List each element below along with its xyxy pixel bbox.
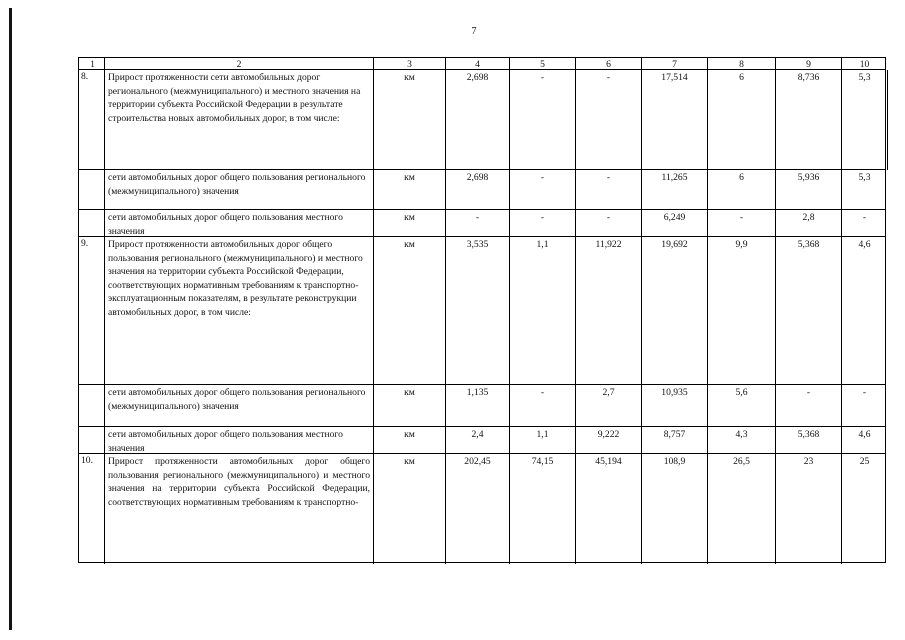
value-cell: 6 [707, 70, 775, 170]
table-row [79, 453, 885, 564]
value-cell [887, 70, 888, 170]
value-cell: 11,922 [575, 237, 641, 385]
value-cell: 4,3 [707, 427, 775, 454]
row-description: сети автомобильных дорог общего пользования регионального (межмуниципального) значения [104, 170, 373, 210]
unit-cell: км [373, 454, 445, 564]
value-cell: - [509, 210, 575, 237]
value-cell: 74,15 [509, 454, 575, 564]
value-cell: 8,757 [641, 427, 707, 454]
table-row [79, 236, 885, 385]
value-cell: 17,514 [641, 70, 707, 170]
value-cell: 4,6 [841, 237, 887, 385]
value-cell: 6 [707, 170, 775, 210]
value-cell: 45,194 [575, 454, 641, 564]
value-cell: 202,45 [445, 454, 509, 564]
unit-cell: км [373, 385, 445, 427]
value-cell: 2,8 [775, 210, 841, 237]
value-cell: 2,7 [575, 385, 641, 427]
value-cell: 2,698 [445, 70, 509, 170]
value-cell: 5,936 [775, 170, 841, 210]
value-cell: - [707, 210, 775, 237]
header-cell-2: 2 [104, 58, 373, 69]
value-cell: 1,1 [509, 427, 575, 454]
value-cell: 23 [775, 454, 841, 564]
value-cell: - [509, 170, 575, 210]
header-cell-6: 6 [575, 58, 641, 69]
row-number [79, 385, 104, 427]
table-row [79, 426, 885, 454]
value-cell: - [841, 385, 887, 427]
value-cell: 1,1 [509, 237, 575, 385]
table-row [79, 384, 885, 427]
value-cell: 5,368 [775, 427, 841, 454]
row-description: сети автомобильных дорог общего пользования местного значения [104, 210, 373, 237]
table-row [79, 209, 885, 237]
value-cell: 2,698 [445, 170, 509, 210]
value-cell: 5,3 [841, 170, 887, 210]
value-cell: - [509, 70, 575, 170]
value-cell: 2,4 [445, 427, 509, 454]
row-number: 9. [81, 238, 89, 249]
value-cell: 11,265 [641, 170, 707, 210]
unit-cell: км [373, 237, 445, 385]
unit-cell: км [373, 427, 445, 454]
row-number [79, 427, 104, 454]
value-cell: - [775, 385, 841, 427]
value-cell: - [575, 70, 641, 170]
header-cell-8: 8 [707, 58, 775, 69]
value-cell: - [445, 210, 509, 237]
value-cell: 9,9 [707, 237, 775, 385]
value-cell: 19,692 [641, 237, 707, 385]
table-row [79, 69, 885, 170]
value-cell: - [509, 385, 575, 427]
header-cell-5: 5 [509, 58, 575, 69]
value-cell: 9,222 [575, 427, 641, 454]
page-number: 7 [471, 26, 477, 37]
row-description: сети автомобильных дорог общего пользования регионального (межмуниципального) значения [104, 385, 373, 427]
value-cell: - [575, 170, 641, 210]
data-table [78, 57, 886, 563]
value-cell: - [575, 210, 641, 237]
value-cell: 4,6 [841, 427, 887, 454]
value-cell: 5,3 [841, 70, 887, 170]
header-cell-1: 1 [90, 59, 95, 69]
header-cell-10: 10 [841, 58, 887, 69]
value-cell: 108,9 [641, 454, 707, 564]
row-number: 8. [81, 71, 89, 82]
value-cell: 26,5 [707, 454, 775, 564]
row-description: Прирост протяженности сети автомобильных дорог регионального (межмуниципального) и местного значения на территории субъекта Российской Федерации в результате строительства новых автомобильных дорог, в том числе: [104, 70, 373, 170]
row-description: Прирост протяженности автомобильных дорог общего пользования регионального (межмуниципального) и местного значения на территории субъекта Российской Федерации, соответствующих нормативным требованиям к транспортно-эксплуатационным показателям, в результате реконструкции автомобильных дорог, в том числе: [104, 237, 373, 385]
unit-cell: км [373, 170, 445, 210]
value-cell: - [841, 210, 887, 237]
value-cell: 8,736 [775, 70, 841, 170]
value-cell: 1,135 [445, 385, 509, 427]
value-cell: 5,6 [707, 385, 775, 427]
row-description: Прирост протяженности автомобильных дорог общего пользования регионального (межмуниципального) и местного значения на территории субъекта Российской Федерации, соответствующих нормативным требованиям к транспортно- [104, 454, 373, 564]
value-cell: 25 [841, 454, 887, 564]
table-row [79, 169, 885, 210]
value-cell: 6,249 [641, 210, 707, 237]
value-cell: 5,368 [775, 237, 841, 385]
header-cell-3: 3 [373, 58, 445, 69]
value-cell: 10,935 [641, 385, 707, 427]
table-header-row [79, 58, 885, 69]
unit-cell: км [373, 210, 445, 237]
header-cell-9: 9 [775, 58, 841, 69]
value-cell: 3,535 [445, 237, 509, 385]
row-number [79, 210, 104, 237]
header-cell-4: 4 [445, 58, 509, 69]
row-number: 10. [81, 455, 93, 466]
unit-cell: км [373, 70, 445, 170]
scan-edge-line [9, 8, 12, 630]
row-description: сети автомобильных дорог общего пользования местного значения [104, 427, 373, 454]
row-number [79, 170, 104, 210]
header-cell-7: 7 [641, 58, 707, 69]
